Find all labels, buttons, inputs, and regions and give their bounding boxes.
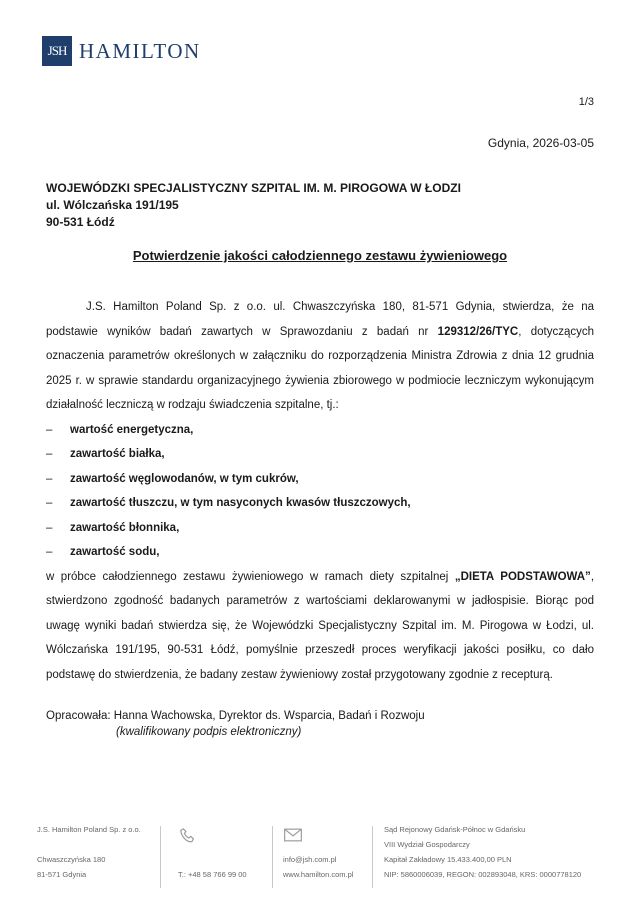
- prepared-by-text: Opracowała: Hanna Wachowska, Dyrektor ds. Wsparcia, Badań i Rozwoju: [46, 710, 425, 722]
- list-item: [46, 516, 594, 541]
- list-dash: –: [46, 546, 53, 558]
- conclusion-text-1: w próbce całodziennego zestawu żywieniowego w ramach diety szpitalnej: [46, 570, 455, 583]
- parameters-list: [46, 418, 594, 565]
- document-title: Potwierdzenie jakości całodziennego zestawu żywieniowego: [132, 248, 508, 263]
- document-date: Gdynia, 2026-03-05: [487, 136, 594, 150]
- footer-court: Sąd Rejonowy Gdańsk-Północ w Gdańsku: [384, 825, 526, 834]
- company-logo: [42, 36, 201, 66]
- footer-ids: NIP: 5860006039, REGON: 002893048, KRS: 0000778120: [384, 870, 582, 879]
- footer-capital: Kapitał Zakładowy 15.433.400,00 PLN: [384, 855, 512, 864]
- list-item: [46, 418, 594, 443]
- signature-note: (kwalifikowany podpis elektroniczny): [116, 726, 302, 738]
- footer-website: www.hamilton.com.pl: [283, 870, 354, 879]
- document-body: [46, 295, 594, 687]
- list-item: [46, 491, 594, 516]
- list-dash: –: [46, 423, 53, 436]
- page-footer: [0, 822, 640, 890]
- footer-phone: T.: +48 58 766 99 00: [178, 870, 247, 879]
- footer-street: Chwaszczyńska 180: [37, 855, 106, 864]
- list-dash: –: [46, 448, 53, 460]
- footer-legal-block: [384, 822, 581, 882]
- page-number: 1/3: [578, 96, 594, 108]
- parameter-text: zawartość błonnika,: [70, 521, 180, 534]
- footer-company: J.S. Hamilton Poland Sp. z o.o.: [37, 825, 141, 834]
- footer-divider: [272, 826, 273, 888]
- recipient-city: 90-531 Łódź: [46, 215, 115, 229]
- parameter-text: zawartość sodu,: [70, 546, 160, 558]
- phone-icon: [178, 826, 198, 848]
- conclusion-text-2: , stwierdzono zgodność badanych parametrów z wartościami deklarowanymi w jadłospisie. Biorąc pod uwagę wyniki badań stwierdza się, że Wojewódzki Specjalistyczny Szpital im. M. Pirogowa w Łodzi, ul. Wólczańska 191/195, 90-531 Łódź, pomyślnie przeszedł proces weryfikacji jakości posiłku, co dało podstawę do stwierdzenia, że badany zestaw żywieniowy został przygotowany zgodnie z recepturą.: [46, 570, 595, 681]
- footer-divider: [160, 826, 161, 888]
- list-dash: –: [46, 521, 53, 534]
- prepared-by: [46, 708, 425, 740]
- footer-company-block: [37, 822, 141, 882]
- recipient-name: WOJEWÓDZKI SPECJALISTYCZNY SZPITAL IM. M. PIROGOWA W ŁODZI: [46, 181, 461, 195]
- list-dash: –: [46, 497, 53, 509]
- footer-divider: [372, 826, 373, 888]
- footer-email: info@jsh.com.pl: [283, 855, 337, 864]
- list-dash: –: [46, 472, 53, 485]
- parameter-text: zawartość węglowodanów, w tym cukrów,: [70, 472, 299, 485]
- footer-department: VIII Wydział Gospodarczy: [384, 840, 470, 849]
- list-item: [46, 442, 594, 467]
- intro-paragraph: [46, 295, 594, 418]
- envelope-icon: [283, 826, 303, 846]
- logo-monogram: JSH: [42, 36, 72, 66]
- logo-wordmark: HAMILTON: [79, 38, 201, 63]
- list-item: [46, 467, 594, 492]
- parameter-text: wartość energetyczna,: [70, 423, 194, 436]
- footer-contact: [283, 852, 353, 882]
- diet-name: „DIETA PODSTAWOWA”: [454, 570, 591, 583]
- conclusion-paragraph: [46, 565, 594, 688]
- intro-text-1: J.S. Hamilton Poland Sp. z o.o. ul. Chwaszczyńska 180, 81-571 Gdynia, stwierdza, że na podstawie wyników badań zawartych w Sprawozdaniu z badań nr: [46, 301, 594, 338]
- report-number: 129312/26/TYC: [437, 325, 519, 338]
- recipient-address: [46, 180, 461, 231]
- footer-city: 81-571 Gdynia: [37, 870, 87, 879]
- recipient-street: ul. Wólczańska 191/195: [46, 198, 179, 212]
- intro-text-2: , dotyczących oznaczenia parametrów określonych w załączniku do rozporządzenia Ministra Zdrowia z dnia 12 grudnia 2025 r. w sprawie standardu organizacyjnego żywienia zbiorowego w podmiocie leczniczym wykonującym działalność leczniczą w rodzaju świadczenia szpitalne, tj.:: [46, 325, 594, 411]
- parameter-text: zawartość tłuszczu, w tym nasyconych kwasów tłuszczowych,: [70, 497, 411, 509]
- parameter-text: zawartość białka,: [70, 448, 165, 460]
- list-item: [46, 540, 594, 565]
